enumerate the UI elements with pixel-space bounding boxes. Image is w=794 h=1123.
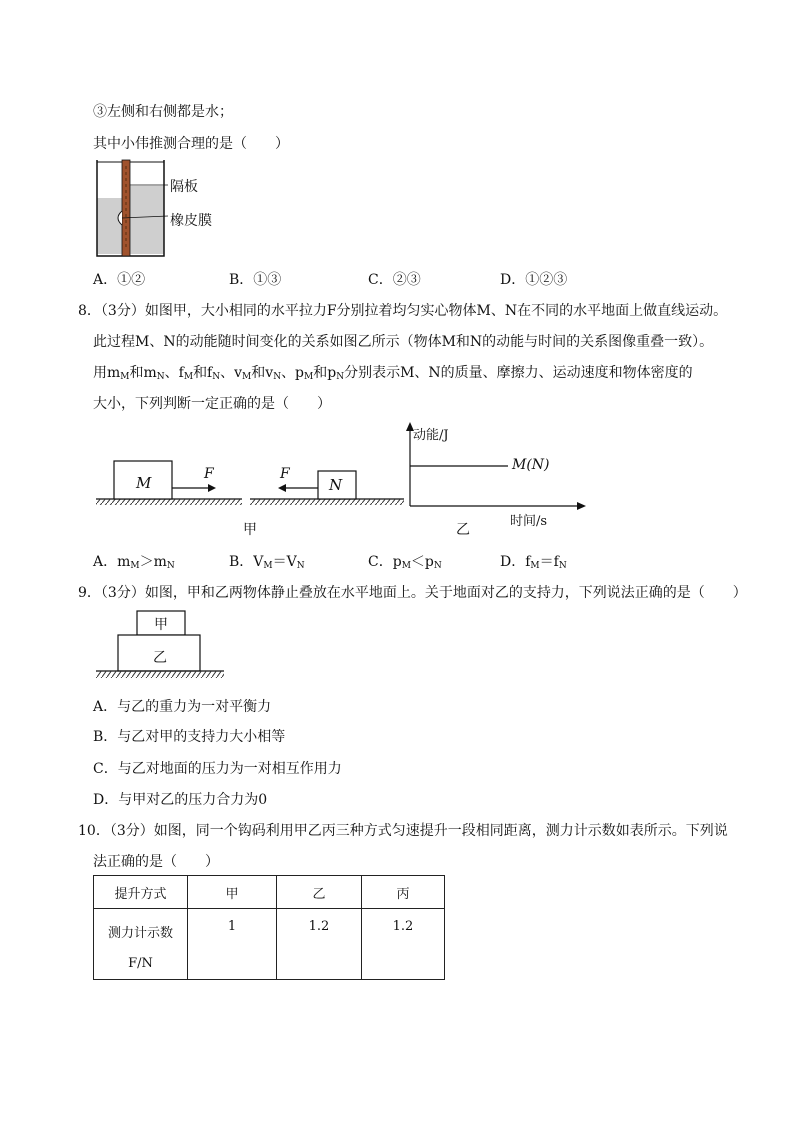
q7-option-b[interactable]: B．①③: [229, 272, 282, 288]
header-method: 提升方式: [94, 876, 188, 909]
q7-beaker-figure: [92, 158, 232, 260]
force-label-m: F: [204, 466, 214, 482]
caption-yi: 乙: [456, 522, 470, 538]
measurement-table: [93, 875, 445, 980]
header-bing: 丙: [362, 876, 445, 909]
header-jia: 甲: [188, 876, 277, 909]
block-m-label: M: [136, 474, 152, 492]
q8-line-1: 8．（3分）如图甲，大小相同的水平拉力F分别拉着均匀实心物体M、N在不同的水平地面上做直线运动。: [78, 303, 728, 319]
q7-option-a[interactable]: A．①②: [93, 272, 146, 288]
q7-option-c[interactable]: C．②③: [368, 272, 421, 288]
q7-option-d[interactable]: D．①②③: [500, 272, 568, 288]
table-header-row: [94, 876, 445, 909]
q8-option-d[interactable]: D．$f_M=f_N$: [500, 554, 567, 571]
q8-option-c[interactable]: C．$p_M<p_N$: [368, 554, 442, 571]
block-yi-label: 乙: [153, 650, 167, 666]
q9-option-c[interactable]: C．与乙对地面的压力为一对相互作用力: [93, 761, 342, 777]
q10-line-2: 法正确的是（ ）: [93, 854, 219, 870]
label-partition: 隔板: [170, 179, 198, 195]
block-n-label: N: [329, 476, 343, 494]
series-label: M(N): [512, 457, 550, 473]
block-jia-label: 甲: [154, 617, 168, 633]
label-membrane: 橡皮膜: [170, 213, 212, 229]
value-bing: 1.2: [362, 909, 445, 980]
row-label: 测力计示数 F/N: [94, 909, 188, 980]
value-jia: 1: [188, 909, 277, 980]
table-row: [94, 909, 445, 980]
header-yi: 乙: [277, 876, 362, 909]
y-axis-label: 动能/J: [413, 428, 449, 443]
caption-jia: 甲: [243, 522, 257, 538]
q7-item-3: ③左侧和右侧都是水；: [93, 104, 233, 120]
q7-question: 其中小伟推测合理的是（ ）: [93, 136, 289, 152]
x-axis-label: 时间/s: [510, 514, 548, 529]
q8-line-3: 用$m_M$和$m_N$、$f_M$和$f_N$、$v_M$和$v_N$、$p_M$和$p_N$分别表示M、N的质量、摩擦力、运动速度和物体密度的: [93, 365, 693, 382]
q8-line-2: 此过程M、N的动能随时间变化的关系如图乙所示（物体M和N的动能与时间的关系图像重叠一致）。: [93, 334, 714, 350]
q9-option-b[interactable]: B．与乙对甲的支持力大小相等: [93, 729, 286, 745]
q9-line-1: 9．（3分）如图，甲和乙两物体静止叠放在水平地面上。关于地面对乙的支持力，下列说法正确的是（ ）: [78, 585, 747, 601]
q9-option-a[interactable]: A．与乙的重力为一对平衡力: [93, 699, 272, 715]
q8-line-4: 大小，下列判断一定正确的是（ ）: [93, 396, 331, 412]
q9-option-d[interactable]: D．与甲对乙的压力合力为0: [93, 792, 268, 808]
q8-option-a[interactable]: A．$m_M>m_N$: [93, 554, 175, 571]
value-yi: 1.2: [277, 909, 362, 980]
q8-option-b[interactable]: B．$V_M=V_N$: [229, 554, 305, 571]
force-label-n: F: [280, 466, 290, 482]
q10-line-1: 10．（3分）如图，同一个钩码利用甲乙丙三种方式匀速提升一段相同距离，测力计示数如表所示。下列说: [78, 823, 728, 839]
